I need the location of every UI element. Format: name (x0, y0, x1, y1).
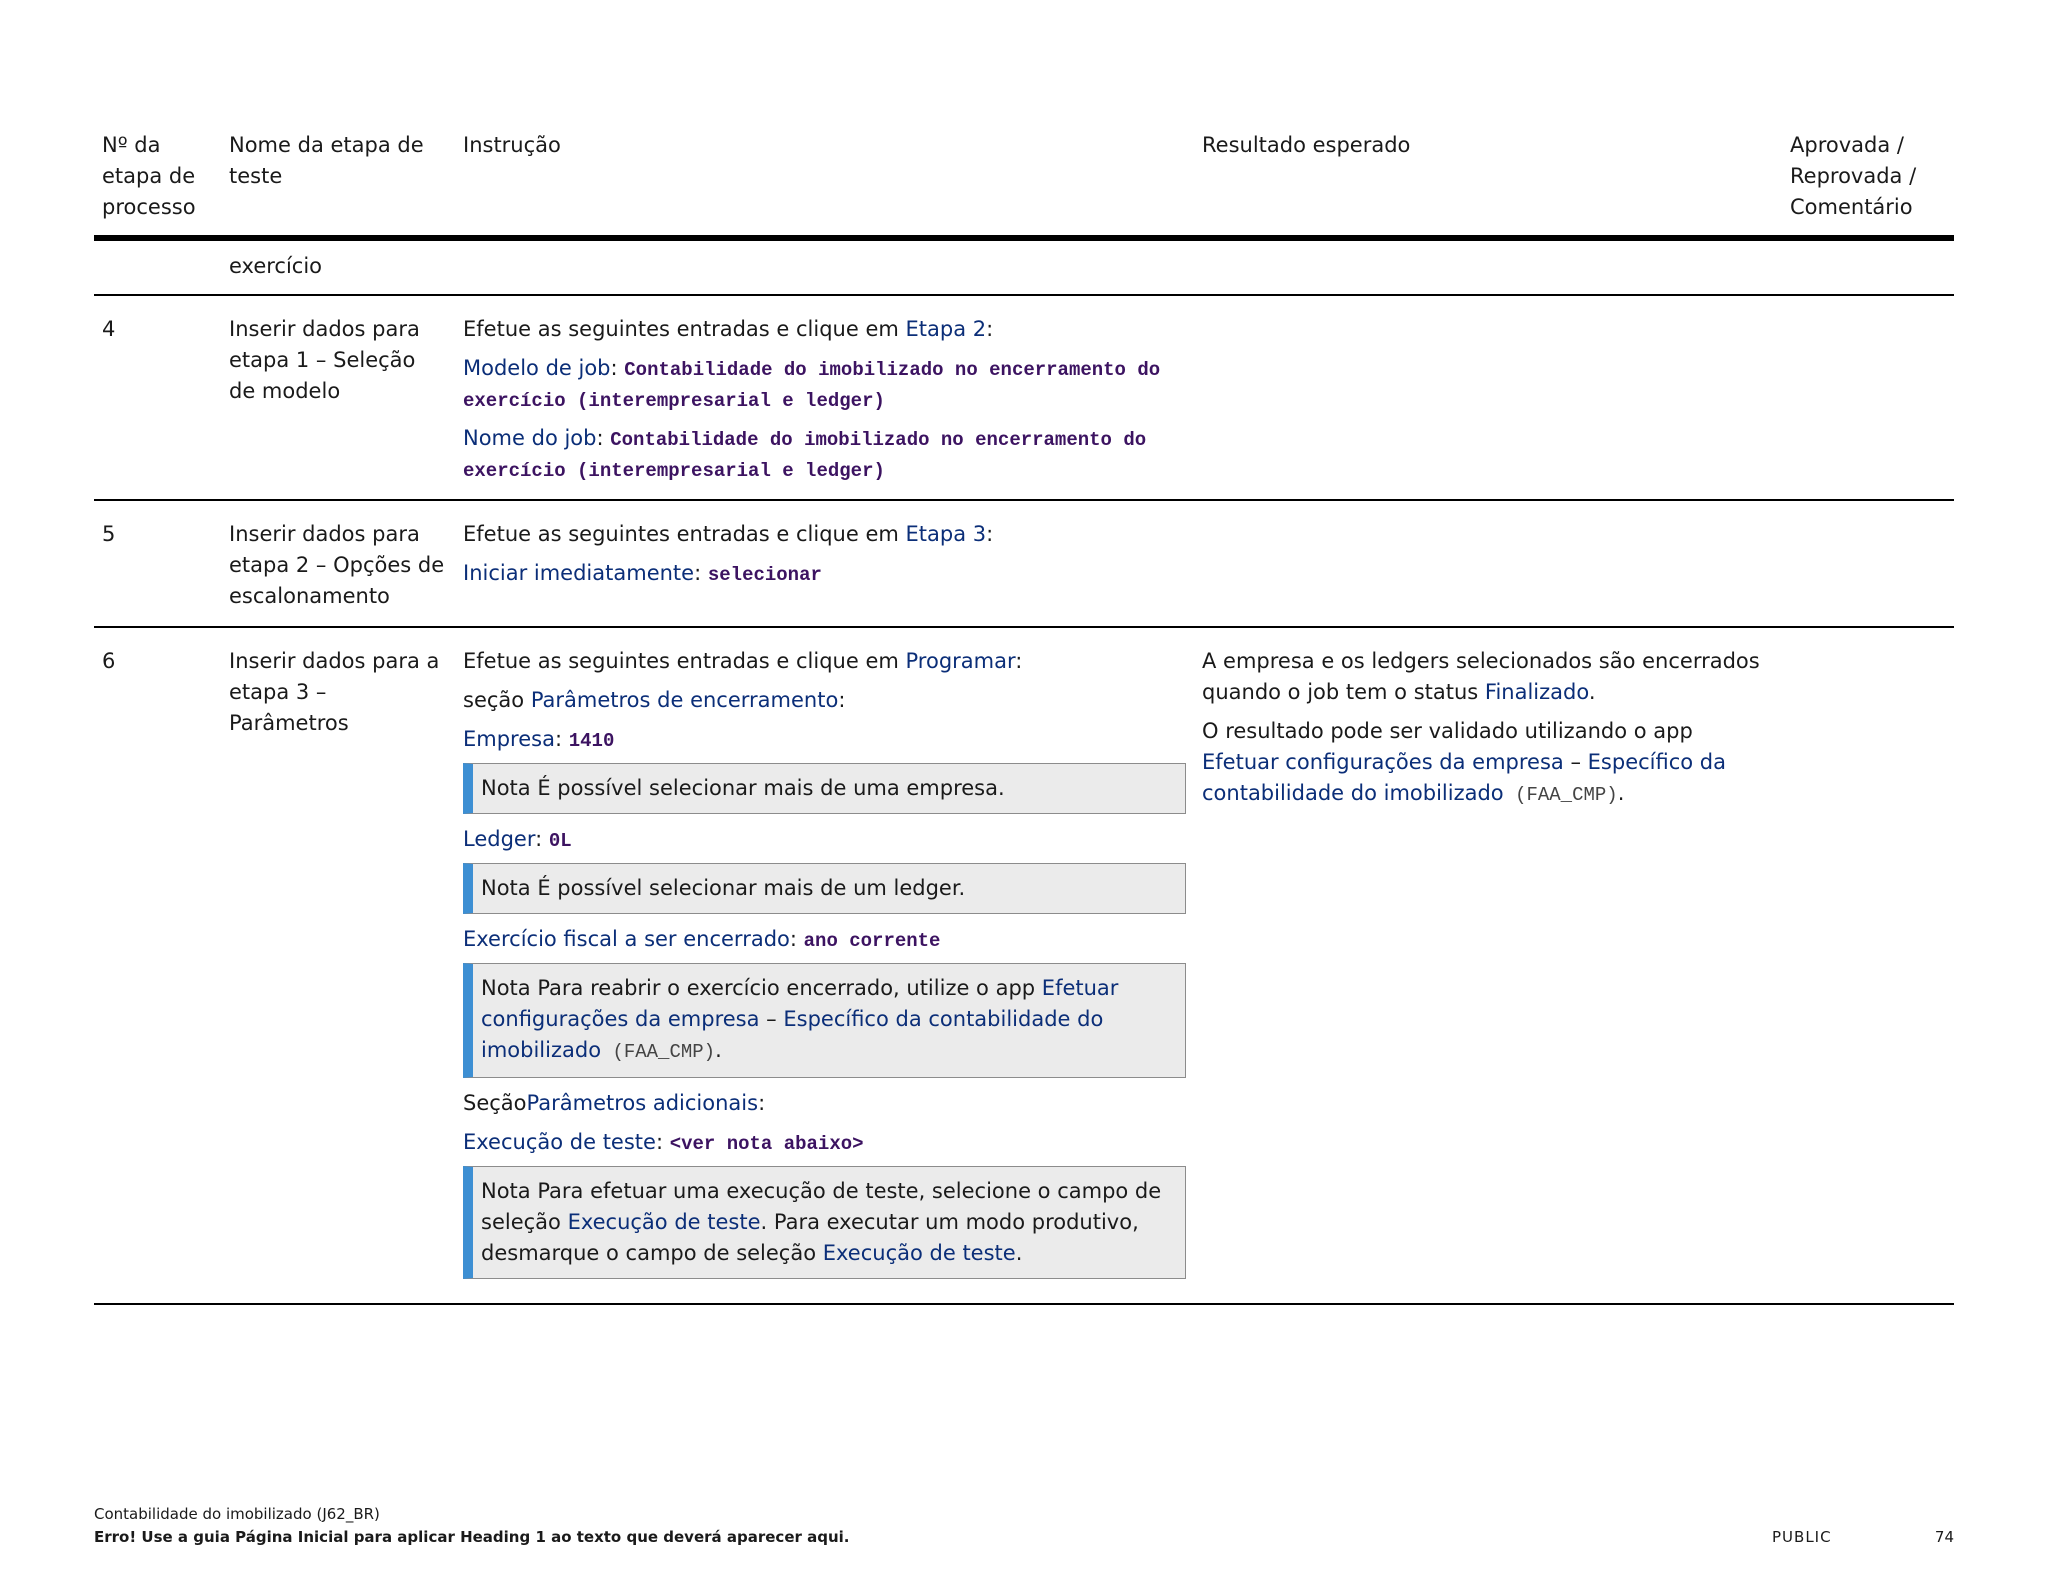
header-step-number: Nº da etapa de processo (102, 133, 196, 219)
note-box: Nota Para efetuar uma execução de teste, selecione o campo de seleção Execução de teste. Para executar um modo produtivo, desmarque o campo de seleção Execução de teste. (463, 1166, 1186, 1279)
field-value: 1410 (568, 730, 615, 752)
ui-link: Execução de teste (822, 1241, 1016, 1265)
header-step-name: Nome da etapa de teste (229, 133, 424, 188)
section-heading: seção Parâmetros de encerramento: (463, 688, 846, 712)
field-label: Iniciar imediatamente (463, 561, 695, 585)
note-box: Nota Para reabrir o exercício encerrado, utilize o app Efetuar configurações da empresa – Específico da contabilidade do imobilizado (FAA_CMP). (463, 963, 1186, 1078)
field-value: Contabilidade do imobilizado no encerramento do exercício (interempresarial e ledger) (463, 359, 1161, 412)
step-number: 4 (102, 317, 116, 341)
header-instruction: Instrução (463, 133, 561, 157)
header-approved-comment: Aprovada / Reprovada / Comentário (1790, 133, 1917, 219)
ui-link: Específico da contabilidade do imobilizado (1202, 750, 1726, 805)
instruction-cell (455, 627, 1194, 1304)
section-heading: SeçãoParâmetros adicionais: (463, 1091, 766, 1115)
field-value: Contabilidade do imobilizado no encerramento do exercício (interempresarial e ledger) (463, 429, 1147, 482)
ui-link: Efetuar configurações da empresa (1202, 750, 1564, 774)
field-entry: Empresa: 1410 (463, 727, 615, 752)
field-value: ano corrente (803, 930, 941, 952)
ui-link: Etapa 3 (905, 522, 987, 546)
ui-link: Específico da contabilidade do imobilizado (481, 1007, 1104, 1062)
ui-link: Parâmetros adicionais (526, 1091, 759, 1115)
footer-document-title: Contabilidade do imobilizado (J62_BR) (94, 1505, 380, 1523)
step-number: 5 (102, 522, 116, 546)
transaction-code: (FAA_CMP) (1503, 784, 1618, 806)
test-steps-table (94, 0, 1954, 1305)
instruction-intro: Efetue as seguintes entradas e clique em Programar: (463, 649, 1023, 673)
expected-result-cell (1194, 627, 1782, 1304)
table-header-row (94, 0, 1954, 238)
ui-link: Etapa 2 (905, 317, 987, 341)
instruction-cell (455, 295, 1194, 500)
instruction-intro: Efetue as seguintes entradas e clique em Etapa 2: (463, 317, 994, 341)
field-entry: Iniciar imediatamente: selecionar (463, 561, 822, 586)
instruction-cell (455, 500, 1194, 627)
field-value: <ver nota abaixo> (669, 1133, 864, 1155)
ui-link: Parâmetros de encerramento (530, 688, 839, 712)
header-expected-result: Resultado esperado (1202, 133, 1411, 157)
field-label: Nome do job (463, 426, 597, 450)
page-footer (94, 1503, 1954, 1549)
field-label: Empresa (463, 727, 555, 751)
field-label: Modelo de job (463, 356, 611, 380)
transaction-code: (FAA_CMP) (601, 1041, 716, 1063)
table-row (94, 627, 1954, 1304)
step-name: exercício (229, 254, 323, 278)
field-label: Exercício fiscal a ser encerrado (463, 927, 790, 951)
result-text: O resultado pode ser validado utilizando o app Efetuar configurações da empresa – Específico da contabilidade do imobilizado (FAA_CMP). (1202, 719, 1726, 806)
field-label: Execução de teste (463, 1130, 656, 1154)
field-entry: Modelo de job: Contabilidade do imobilizado no encerramento do exercício (interempresarial e ledger) (463, 356, 1161, 412)
footer-page-number: 74 (1934, 1528, 1954, 1546)
ui-link: Finalizado (1484, 680, 1589, 704)
ui-link: Execução de teste (567, 1210, 761, 1234)
table-row (94, 500, 1954, 627)
table-row-continuation (94, 238, 1954, 295)
step-number: 6 (102, 649, 116, 673)
step-name: Inserir dados para a etapa 3 – Parâmetros (229, 649, 440, 735)
note-box: Nota É possível selecionar mais de um ledger. (463, 863, 1186, 914)
field-value: 0L (548, 830, 572, 852)
note-box: Nota É possível selecionar mais de uma empresa. (463, 763, 1186, 814)
footer-classification: PUBLIC (1772, 1528, 1832, 1546)
footer-error-message: Erro! Use a guia Página Inicial para aplicar Heading 1 ao texto que deverá aparecer aqui. (94, 1528, 850, 1546)
field-value: selecionar (707, 564, 822, 586)
ui-link: Efetuar configurações da empresa (481, 976, 1119, 1031)
field-label: Ledger (463, 827, 536, 851)
field-entry: Execução de teste: <ver nota abaixo> (463, 1130, 864, 1155)
step-name: Inserir dados para etapa 1 – Seleção de modelo (229, 317, 420, 403)
field-entry: Ledger: 0L (463, 827, 572, 852)
instruction-intro: Efetue as seguintes entradas e clique em Etapa 3: (463, 522, 994, 546)
table-row (94, 295, 1954, 500)
ui-link: Programar (905, 649, 1016, 673)
field-entry: Nome do job: Contabilidade do imobilizado no encerramento do exercício (interempresarial e ledger) (463, 426, 1147, 482)
document-page (94, 0, 1954, 1305)
step-name: Inserir dados para etapa 2 – Opções de escalonamento (229, 522, 445, 608)
result-text: A empresa e os ledgers selecionados são encerrados quando o job tem o status Finalizado. (1202, 649, 1760, 704)
field-entry: Exercício fiscal a ser encerrado: ano corrente (463, 927, 941, 952)
